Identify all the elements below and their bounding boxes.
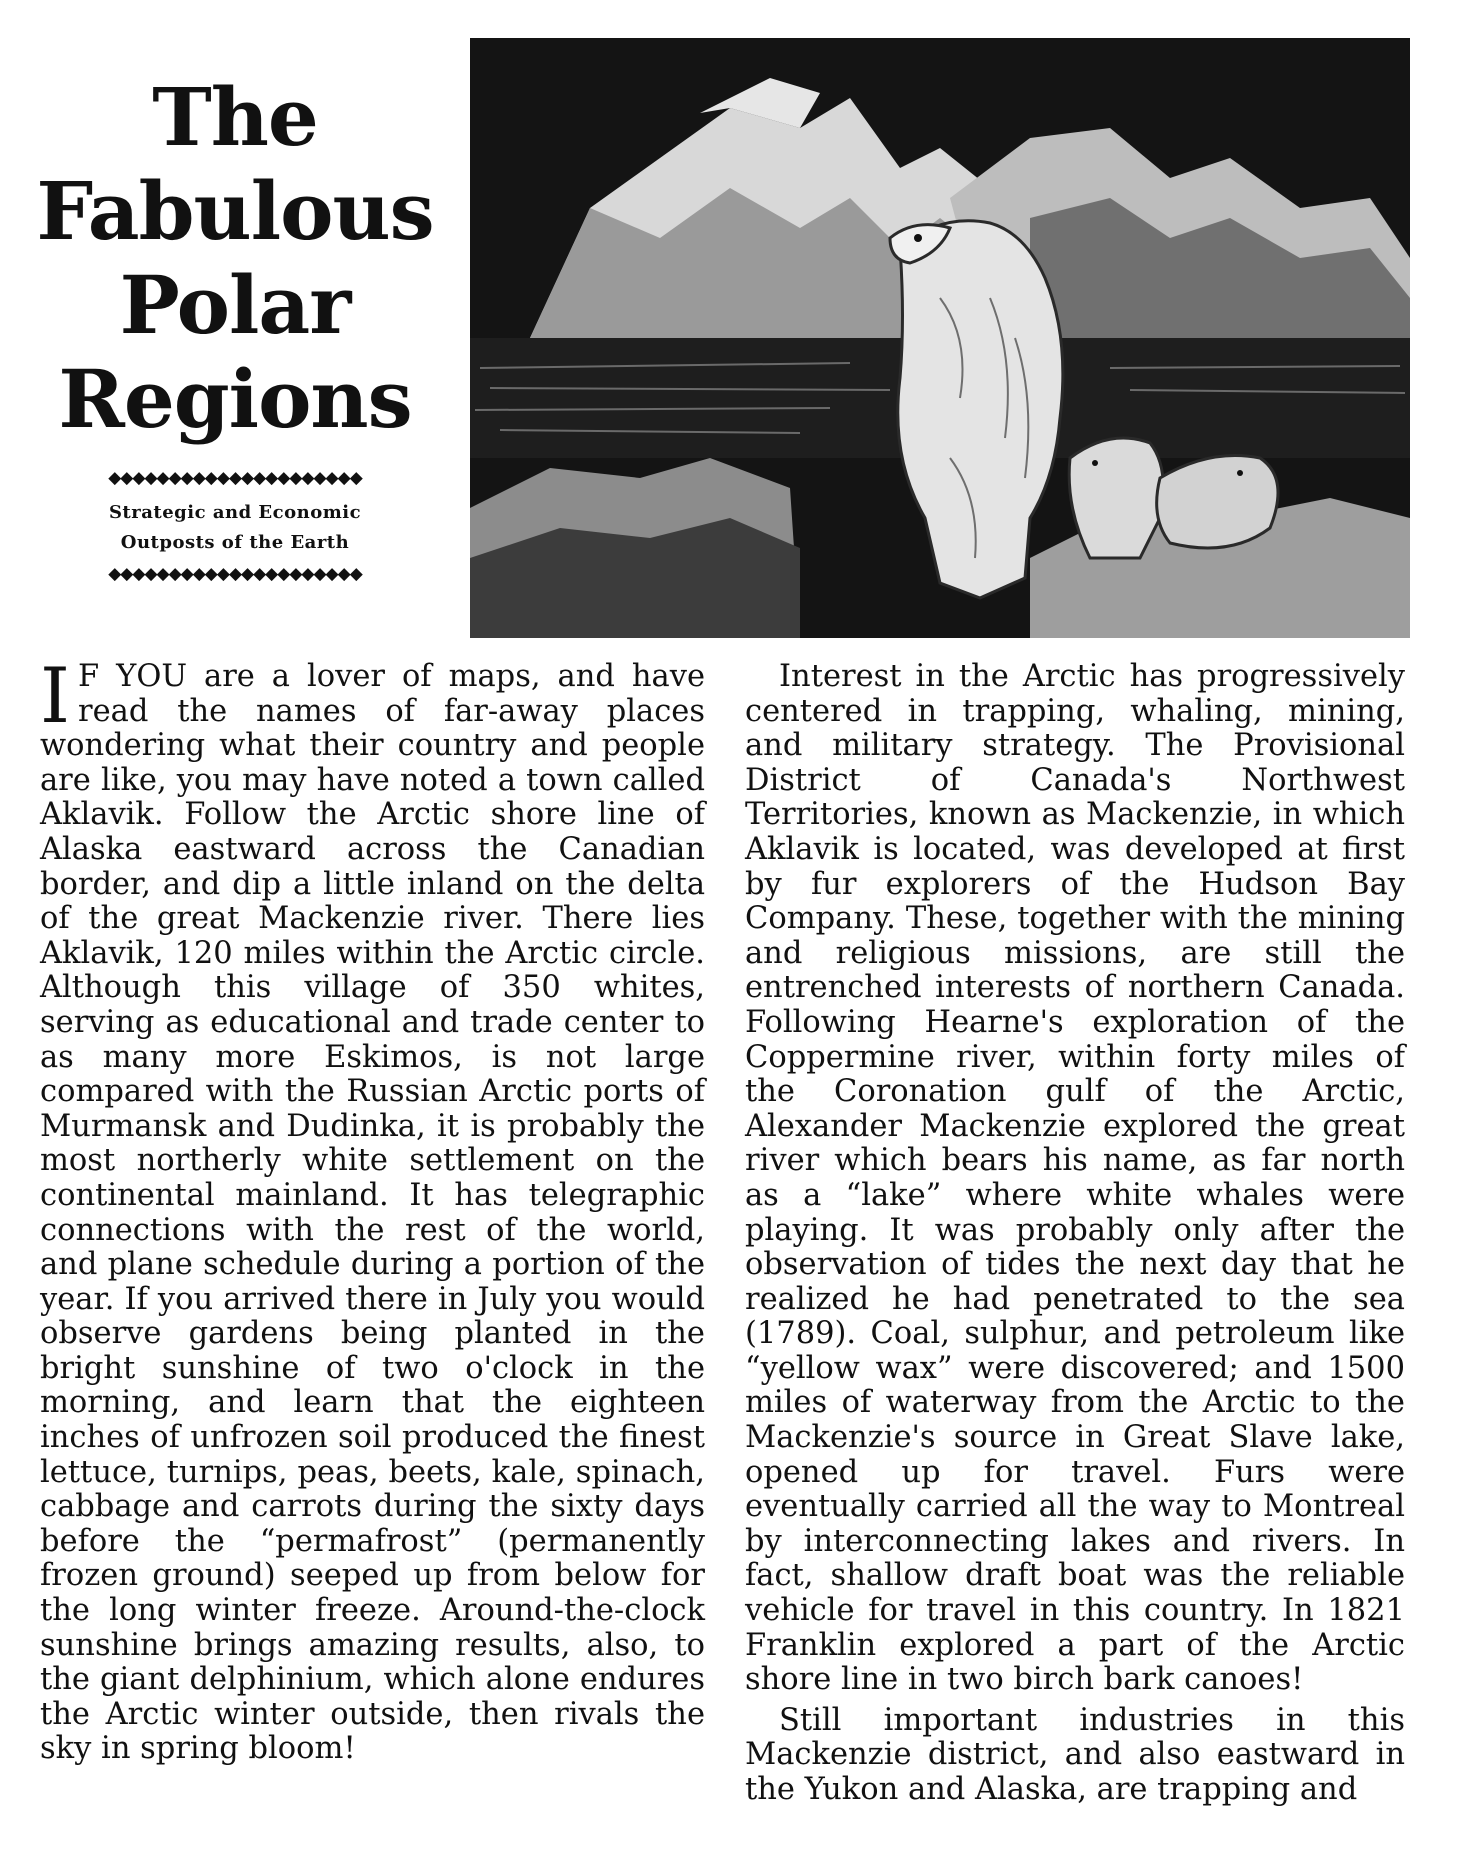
- title-line-2: Fabulous: [36, 164, 434, 258]
- polar-bear-illustration: [470, 38, 1410, 638]
- left-column: [40, 651, 705, 1767]
- title-line-4: Regions: [58, 352, 412, 446]
- article-subtitle: [30, 498, 440, 558]
- right-column: [745, 660, 1405, 1808]
- drop-cap: I: [40, 651, 71, 740]
- ornament-rule-bottom: ◆◆◆◆◆◆◆◆◆◆◆◆◆◆◆◆◆◆◆◆◆: [108, 564, 362, 584]
- left-paragraph: [40, 651, 705, 1767]
- subtitle-line-1: Strategic and Economic: [108, 502, 362, 523]
- ornament-rule-top: ◆◆◆◆◆◆◆◆◆◆◆◆◆◆◆◆◆◆◆◆◆: [108, 468, 362, 488]
- right-paragraph-2: Still important industries in this Mackenzie district, and also eastward in the Yukon and Alaska, are trapping and: [745, 1702, 1405, 1807]
- title-line-3: Polar: [119, 258, 351, 352]
- subtitle-line-2: Outposts of the Earth: [120, 532, 350, 553]
- illustration-svg: [470, 38, 1410, 638]
- left-paragraph-text: F YOU are a lover of maps, and have read the names of far-away places wondering what their country and people are like, you may have noted a town called Aklavik. Follow the Arctic shore line of Alaska eastward across the Canadian border, and dip a little inland on the delta of the great Mackenzie river. There lies Aklavik, 120 miles within the Arctic circle. Although this village of 350 whites, serving as educational and trade center to as many more Eskimos, is not large compared with the Russian Arctic ports of Murmansk and Dudinka, it is probably the most northerly white settlement on the continental mainland. It has telegraphic connections with the rest of the world, and plane schedule during a portion of the year. If you arrived there in July you would observe gardens being planted in the bright sunshine of two o'clock in the morning, and learn that the eighteen inches of unfrozen soil produced the finest lettuce, turnips, peas, beets, kale, spinach, cabbage and carrots during the sixty days before the “permafrost” (permanently frozen ground) seeped up from below for the long winter freeze. Around-the-clock sunshine brings amazing results, also, to the giant delphinium, which alone endures the Arctic winter outside, then rivals the sky in spring bloom!: [40, 659, 705, 1767]
- right-paragraph-1: Interest in the Arctic has progressively centered in trapping, whaling, mining, and military strategy. The Provisional District of Canada's Northwest Territories, known as Mackenzie, in which Aklavik is located, was developed at first by fur explorers of the Hudson Bay Company. These, together with the mining and religious missions, are still the entrenched interests of northern Canada. Following Hearne's exploration of the Coppermine river, within forty miles of the Coronation gulf of the Arctic, Alexander Mackenzie explored the great river which bears his name, as far north as a “lake” where white whales were playing. It was probably only after the observation of tides the next day that he realized he had penetrated to the sea (1789). Coal, sulphur, and petroleum like “yellow wax” were discovered; and 1500 miles of waterway from the Arctic to the Mackenzie's source in Great Slave lake, opened up for travel. Furs were eventually carried all the way to Montreal by interconnecting lakes and rivers. In fact, shallow draft boat was the reliable vehicle for travel in this country. In 1821 Franklin explored a part of the Arctic shore line in two birch bark canoes!: [745, 659, 1405, 1698]
- title-line-1: The: [152, 70, 318, 164]
- article-title: [30, 70, 440, 446]
- title-block: [30, 70, 440, 584]
